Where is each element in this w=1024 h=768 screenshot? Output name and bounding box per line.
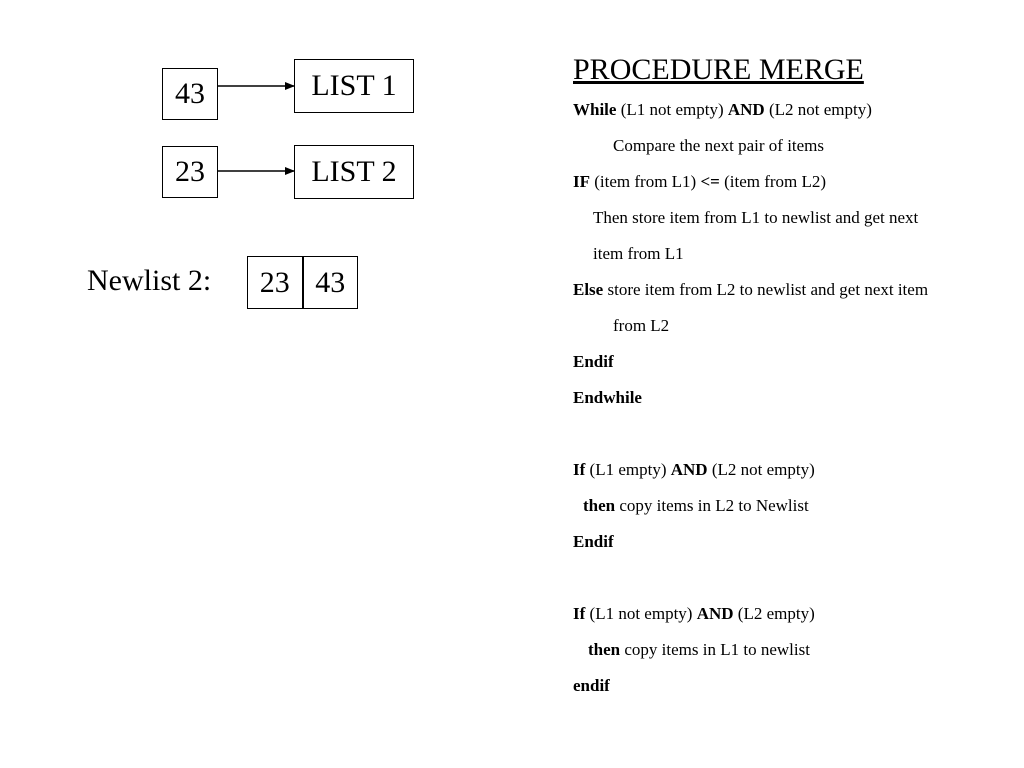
then3-text: copy items in L1 to newlist (620, 640, 810, 659)
else-keyword: Else (573, 280, 604, 299)
if3-line (573, 596, 1013, 632)
newlist-label: Newlist 2: (87, 264, 212, 297)
while-and-keyword: AND (727, 100, 765, 119)
procedure-title: PROCEDURE MERGE (573, 53, 864, 86)
then-line-1: Then store item from L1 to newlist and get next (593, 208, 919, 227)
list2-head-box (162, 146, 218, 198)
if3-cond2: (L2 empty) (733, 604, 815, 623)
if2-and-keyword: AND (670, 460, 708, 479)
endif2-keyword: Endif (573, 532, 614, 551)
if-cond1: (item from L1) (590, 172, 701, 191)
list1-label: LIST 1 (311, 69, 397, 102)
newlist-cell: 23 (259, 265, 290, 299)
newlist-array (247, 256, 358, 309)
endwhile-keyword: Endwhile (573, 388, 642, 407)
while-cond1: (L1 not empty) (616, 100, 728, 119)
if2-cond2: (L2 not empty) (707, 460, 815, 479)
if3-keyword: If (573, 604, 586, 623)
endif3-keyword: endif (573, 676, 610, 695)
if-cond2: (item from L2) (719, 172, 827, 191)
spacer (573, 416, 1013, 452)
endif-line-1 (573, 344, 1013, 380)
while-keyword: While (573, 100, 617, 119)
then-line-2: item from L1 (593, 244, 684, 263)
else-text: store item from L2 to newlist and get next item (603, 280, 929, 299)
else-line (573, 272, 1013, 308)
if-keyword: IF (573, 172, 590, 191)
list2-head-value: 23 (175, 155, 205, 188)
then2-line (573, 488, 1013, 524)
endwhile-line (573, 380, 1013, 416)
endif-keyword: Endif (573, 352, 614, 371)
list2-label-box (294, 145, 414, 199)
if-line (573, 164, 1013, 200)
list1-head-box (162, 68, 218, 120)
while-cond2: (L2 not empty) (764, 100, 872, 119)
then3-keyword: then (588, 640, 621, 659)
procedure-merge (573, 52, 1013, 704)
if2-keyword: If (573, 460, 586, 479)
list1-label-box (294, 59, 414, 113)
list1-head-value: 43 (175, 77, 205, 110)
if-operator: <= (700, 172, 720, 191)
endif-line-3 (573, 668, 1013, 704)
list2-label: LIST 2 (311, 155, 397, 188)
if2-cond1: (L1 empty) (585, 460, 671, 479)
then3-line (573, 632, 1013, 668)
while-line (573, 92, 1013, 128)
else-line-2: from L2 (613, 316, 670, 335)
newlist-cell: 43 (302, 257, 358, 308)
endif-line-2 (573, 524, 1013, 560)
then2-keyword: then (583, 496, 616, 515)
spacer (573, 560, 1013, 596)
then2-text: copy items in L2 to Newlist (615, 496, 809, 515)
if3-cond1: (L1 not empty) (585, 604, 697, 623)
if2-line (573, 452, 1013, 488)
compare-line: Compare the next pair of items (613, 136, 825, 155)
if3-and-keyword: AND (696, 604, 734, 623)
